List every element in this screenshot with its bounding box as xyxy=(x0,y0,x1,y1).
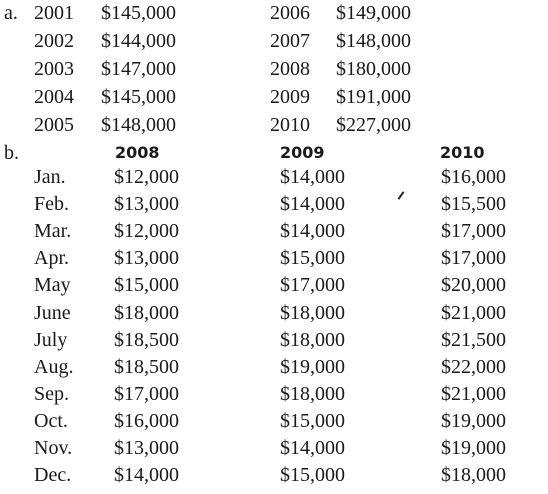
annual-sales-value: $147,000 xyxy=(101,58,176,80)
month-label: June xyxy=(34,302,71,324)
monthly-sales-value: $19,000 xyxy=(441,437,506,459)
monthly-sales-value: $15,000 xyxy=(114,274,179,296)
monthly-sales-value: $18,000 xyxy=(280,302,345,324)
monthly-sales-value: $14,000 xyxy=(280,193,345,215)
monthly-sales-value: $15,000 xyxy=(280,410,345,432)
annual-sales-value: $227,000 xyxy=(336,114,411,136)
year-label: 2004 xyxy=(34,86,74,108)
annual-sales-value: $148,000 xyxy=(101,114,176,136)
monthly-sales-value: $13,000 xyxy=(114,437,179,459)
monthly-sales-value: $21,500 xyxy=(441,329,506,351)
annual-sales-value: $148,000 xyxy=(336,30,411,52)
monthly-sales-value: $17,000 xyxy=(280,274,345,296)
year-label: 2001 xyxy=(34,2,74,24)
monthly-sales-value: $18,500 xyxy=(114,356,179,378)
monthly-sales-value: $21,000 xyxy=(441,383,506,405)
monthly-sales-value: $15,000 xyxy=(280,247,345,269)
annual-sales-value: $149,000 xyxy=(336,2,411,24)
monthly-sales-value: $14,000 xyxy=(114,464,179,486)
annual-sales-value: $191,000 xyxy=(336,86,411,108)
year-label: 2003 xyxy=(34,58,74,80)
monthly-sales-value: $18,000 xyxy=(441,464,506,486)
stray-pen-mark xyxy=(398,191,405,200)
monthly-sales-value: $18,000 xyxy=(280,383,345,405)
month-label: Jan. xyxy=(34,166,66,188)
header-2010: 2010 xyxy=(440,143,485,162)
month-label: July xyxy=(34,329,68,351)
monthly-sales-value: $13,000 xyxy=(114,247,179,269)
year-label: 2002 xyxy=(34,30,74,52)
year-label: 2009 xyxy=(270,86,310,108)
monthly-sales-value: $18,000 xyxy=(114,302,179,324)
year-label: 2010 xyxy=(270,114,310,136)
monthly-sales-value: $12,000 xyxy=(114,220,179,242)
header-2008: 2008 xyxy=(115,143,160,162)
annual-sales-value: $145,000 xyxy=(101,2,176,24)
monthly-sales-value: $21,000 xyxy=(441,302,506,324)
monthly-sales-value: $17,000 xyxy=(441,220,506,242)
month-label: Mar. xyxy=(34,220,72,242)
monthly-sales-value: $17,000 xyxy=(441,247,506,269)
month-label: Apr. xyxy=(34,247,69,269)
monthly-sales-value: $12,000 xyxy=(114,166,179,188)
monthly-sales-value: $16,000 xyxy=(441,166,506,188)
monthly-sales-value: $14,000 xyxy=(280,166,345,188)
monthly-sales-value: $20,000 xyxy=(441,274,506,296)
monthly-sales-value: $18,500 xyxy=(114,329,179,351)
monthly-sales-value: $14,000 xyxy=(280,437,345,459)
monthly-sales-value: $16,000 xyxy=(114,410,179,432)
monthly-sales-value: $19,000 xyxy=(280,356,345,378)
monthly-sales-value: $18,000 xyxy=(280,329,345,351)
month-label: May xyxy=(34,274,71,296)
monthly-sales-value: $17,000 xyxy=(114,383,179,405)
monthly-sales-value: $22,000 xyxy=(441,356,506,378)
monthly-sales-value: $14,000 xyxy=(280,220,345,242)
year-label: 2006 xyxy=(270,2,310,24)
year-label: 2008 xyxy=(270,58,310,80)
part-a-label: a. xyxy=(4,2,18,24)
header-2009: 2009 xyxy=(280,143,325,162)
month-label: Aug. xyxy=(34,356,74,378)
year-label: 2005 xyxy=(34,114,74,136)
month-label: Nov. xyxy=(34,437,73,459)
part-b-label: b. xyxy=(4,142,19,164)
annual-sales-value: $180,000 xyxy=(336,58,411,80)
annual-sales-value: $144,000 xyxy=(101,30,176,52)
month-label: Oct. xyxy=(34,410,68,432)
monthly-sales-value: $15,000 xyxy=(280,464,345,486)
month-label: Feb. xyxy=(34,193,69,215)
month-label: Dec. xyxy=(34,464,72,486)
monthly-sales-value: $15,500 xyxy=(441,193,506,215)
annual-sales-value: $145,000 xyxy=(101,86,176,108)
monthly-sales-value: $13,000 xyxy=(114,193,179,215)
month-label: Sep. xyxy=(34,383,69,405)
year-label: 2007 xyxy=(270,30,310,52)
monthly-sales-value: $19,000 xyxy=(441,410,506,432)
